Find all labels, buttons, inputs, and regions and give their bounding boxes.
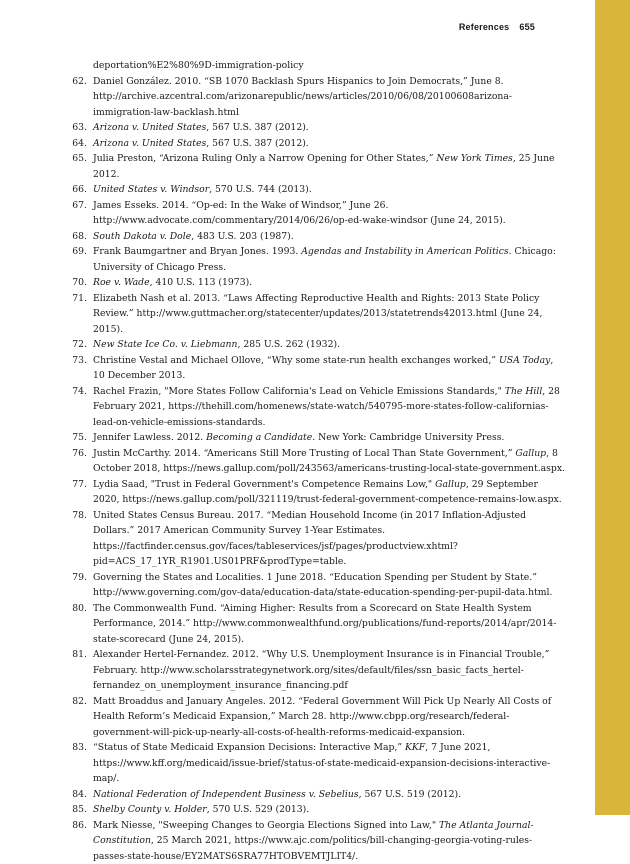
reference-entry (65, 353, 565, 384)
reference-text-segment: , 29 September 2020, https://news.gallup.com/poll/321119/trust-federal-government-competence-remains-low.aspx. (93, 479, 562, 506)
reference-number: 62. (65, 74, 87, 90)
reference-number: 75. (65, 430, 87, 446)
italic-title: National Federation of Independent Business v. Sebelius (93, 789, 359, 800)
reference-text (93, 275, 565, 291)
reference-text-segment: United States Census Bureau. 2017. “Median Household Income (in 2017 Inflation-Adjusted Dollars.” 2017 American Community Survey 1-Year Estimates. https://factfinder.census.gov/faces/tableservices/jsf/pages/productview.xhtml?pid=ACS_17_1YR_R1901.US01PRF&prodType=table. (93, 510, 526, 568)
reference-text-segment: Daniel González. 2010. “SB 1070 Backlash Spurs Hispanics to Join Democrats,” June 8. http://archive.azcentral.com/arizonarepublic/news/articles/2010/06/08/20100608arizona-immigration-law-backlash.html (93, 76, 512, 118)
reference-entry (65, 229, 565, 245)
reference-entry (65, 787, 565, 803)
reference-text-segment: Mark Niesse, "Sweeping Changes to Georgia Elections Signed into Law," (93, 820, 439, 831)
reference-number: 80. (65, 601, 87, 617)
italic-title: Arizona v. United States (93, 138, 206, 149)
reference-text-segment: Rachel Frazin, "More States Follow California's Lead on Vehicle Emissions Standards," (93, 386, 505, 397)
page-edge-color-band (595, 0, 630, 815)
reference-entry (65, 182, 565, 198)
reference-text-segment: “Status of State Medicaid Expansion Decisions: Interactive Map,” (93, 742, 405, 753)
italic-title: KKF (405, 742, 425, 753)
reference-text-segment: Alexander Hertel-Fernandez. 2012. “Why U.S. Unemployment Insurance is in Financial Trouble,” February. http://www.scholarsstrategynetwork.org/sites/default/files/ssn_basic_facts_hertel-fernandez_on_unemployment_insurance_financing.pdf (93, 649, 549, 691)
reference-entry (65, 244, 565, 275)
italic-title: Gallup (435, 479, 466, 490)
reference-text (93, 337, 565, 353)
reference-text-segment: Elizabeth Nash et al. 2013. “Laws Affecting Reproductive Health and Rights: 2013 State Policy Review.” http://www.guttmacher.org/statecenter/updates/2013/statetrends42013.html (June 24, 2015). (93, 293, 542, 335)
reference-text-segment: , 10 December 2013. (93, 355, 553, 382)
reference-text-segment: Christine Vestal and Michael Ollove, “Why some state-run health exchanges worked,” (93, 355, 499, 366)
italic-title: United States v. Windsor (93, 184, 209, 195)
reference-entry (65, 384, 565, 431)
reference-text-segment: , 25 March 2021, https://www.ajc.com/politics/bill-changing-georgia-voting-rules-passes-state-house/EY2MATS6SRA77HTOBVEMTJLIT4/. (93, 835, 532, 862)
reference-number: 69. (65, 244, 87, 260)
reference-entry (65, 291, 565, 338)
reference-text-segment: , 567 U.S. 519 (2012). (359, 789, 462, 800)
reference-number: 65. (65, 151, 87, 167)
reference-text (93, 446, 565, 477)
reference-text (93, 818, 565, 864)
italic-title: Roe v. Wade (93, 277, 150, 288)
reference-number: 70. (65, 275, 87, 291)
reference-text-segment: , 567 U.S. 387 (2012). (206, 138, 309, 149)
reference-number: 85. (65, 802, 87, 818)
reference-text (93, 384, 565, 431)
reference-text-segment: , 570 U.S. 529 (2013). (207, 804, 310, 815)
reference-number: 79. (65, 570, 87, 586)
reference-text-segment: . New York: Cambridge University Press. (312, 432, 504, 443)
reference-entry (65, 337, 565, 353)
reference-number: 81. (65, 647, 87, 663)
italic-title: Shelby County v. Holder (93, 804, 207, 815)
reference-entry (65, 275, 565, 291)
italic-title: Arizona v. United States (93, 122, 206, 133)
reference-text (93, 198, 565, 229)
reference-entries (65, 74, 565, 864)
reference-text-segment: . Chicago: University of Chicago Press. (93, 246, 556, 273)
reference-text-segment: The Commonwealth Fund. “Aiming Higher: Results from a Scorecard on State Health System Performance, 2014.” http://www.commonwealthfund.org/publications/fund-reports/2014/apr/2014-state-scorecard (June 24, 2015). (93, 603, 556, 645)
reference-text (93, 477, 565, 508)
references-list (65, 58, 565, 864)
reference-text (93, 802, 565, 818)
reference-number: 84. (65, 787, 87, 803)
reference-text-segment: James Esseks. 2014. “Op-ed: In the Wake of Windsor,” June 26. http://www.advocate.com/commentary/2014/06/26/op-ed-wake-windsor (June 24, 2015). (93, 200, 506, 227)
reference-entry (65, 570, 565, 601)
reference-number: 64. (65, 136, 87, 152)
reference-text (93, 151, 565, 182)
reference-text (93, 229, 565, 245)
page-number: 655 (519, 22, 535, 32)
reference-text-segment: Julia Preston, “Arizona Ruling Only a Narrow Opening for Other States,” (93, 153, 436, 164)
reference-number: 77. (65, 477, 87, 493)
reference-text-segment: , 285 U.S. 262 (1932). (237, 339, 340, 350)
reference-number: 67. (65, 198, 87, 214)
reference-entry (65, 647, 565, 694)
reference-text (93, 353, 565, 384)
reference-number: 73. (65, 353, 87, 369)
reference-text-segment: , 28 February 2021, https://thehill.com/homenews/state-watch/540795-more-states-follow-californias-lead-on-vehicle-emissions-standards. (93, 386, 560, 428)
reference-text-segment: , 25 June 2012. (93, 153, 555, 180)
reference-text (93, 182, 565, 198)
reference-number: 71. (65, 291, 87, 307)
reference-number: 86. (65, 818, 87, 834)
reference-text-segment: , 410 U.S. 113 (1973). (150, 277, 253, 288)
reference-entry (65, 136, 565, 152)
italic-title: Gallup (515, 448, 546, 459)
reference-entry (65, 477, 565, 508)
reference-text (93, 136, 565, 152)
reference-number: 66. (65, 182, 87, 198)
reference-text-segment: , 483 U.S. 203 (1987). (191, 231, 294, 242)
reference-text (93, 508, 565, 570)
reference-entry (65, 601, 565, 648)
continued-reference-line: deportation%E2%80%9D-immigration-policy (65, 58, 565, 74)
reference-number: 78. (65, 508, 87, 524)
section-title: References (459, 22, 510, 32)
reference-text (93, 694, 565, 741)
reference-text-segment: , 570 U.S. 744 (2013). (209, 184, 312, 195)
reference-text-segment: Governing the States and Localities. 1 June 2018. “Education Spending per Student by State.” http://www.governing.com/gov-data/education-data/state-education-spending-per-pupil-data.html. (93, 572, 552, 599)
reference-text (93, 647, 565, 694)
reference-number: 72. (65, 337, 87, 353)
reference-entry (65, 694, 565, 741)
reference-number: 68. (65, 229, 87, 245)
reference-text (93, 740, 565, 787)
italic-title: Agendas and Instability in American Politics (301, 246, 508, 257)
reference-text-segment: , 8 October 2018, https://news.gallup.com/poll/243563/americans-trusting-local-state-government.aspx. (93, 448, 565, 475)
reference-text (93, 601, 565, 648)
reference-entry (65, 430, 565, 446)
reference-entry (65, 818, 565, 864)
reference-text-segment: Lydia Saad, "Trust in Federal Government's Competence Remains Low," (93, 479, 435, 490)
reference-text (93, 570, 565, 601)
reference-text (93, 787, 565, 803)
reference-number: 63. (65, 120, 87, 136)
reference-entry (65, 151, 565, 182)
reference-entry (65, 802, 565, 818)
reference-text (93, 74, 565, 121)
italic-title: New State Ice Co. v. Liebmann (93, 339, 237, 350)
reference-entry (65, 198, 565, 229)
italic-title: The Atlanta Journal-Constitution (93, 820, 534, 847)
reference-text-segment: Justin McCarthy. 2014. “Americans Still More Trusting of Local Than State Government,” (93, 448, 515, 459)
italic-title: South Dakota v. Dole (93, 231, 191, 242)
italic-title: The Hill (505, 386, 542, 397)
reference-text-segment: Frank Baumgartner and Bryan Jones. 1993. (93, 246, 301, 257)
reference-number: 76. (65, 446, 87, 462)
reference-text-segment: Jennifer Lawless. 2012. (93, 432, 206, 443)
reference-number: 82. (65, 694, 87, 710)
reference-entry (65, 740, 565, 787)
reference-number: 74. (65, 384, 87, 400)
reference-text (93, 291, 565, 338)
reference-entry (65, 74, 565, 121)
reference-text-segment: , 7 June 2021, https://www.kff.org/medicaid/issue-brief/status-of-state-medicaid-expansion-decisions-interactive-map/. (93, 742, 550, 784)
reference-text (93, 244, 565, 275)
reference-entry (65, 446, 565, 477)
italic-title: USA Today (499, 355, 550, 366)
running-header (459, 22, 535, 32)
reference-text-segment: Matt Broaddus and January Angeles. 2012. “Federal Government Will Pick Up Nearly All Costs of Health Reform’s Medicaid Expansion,” March 28. http://www.cbpp.org/research/federal-government-will-pick-up-nearly-all-costs-of-health-reforms-medicaid-expansion. (93, 696, 551, 738)
reference-entry (65, 120, 565, 136)
italic-title: Becoming a Candidate (206, 432, 312, 443)
reference-entry (65, 508, 565, 570)
italic-title: New York Times (436, 153, 512, 164)
reference-text (93, 430, 565, 446)
reference-text-segment: , 567 U.S. 387 (2012). (206, 122, 309, 133)
reference-text (93, 120, 565, 136)
reference-number: 83. (65, 740, 87, 756)
